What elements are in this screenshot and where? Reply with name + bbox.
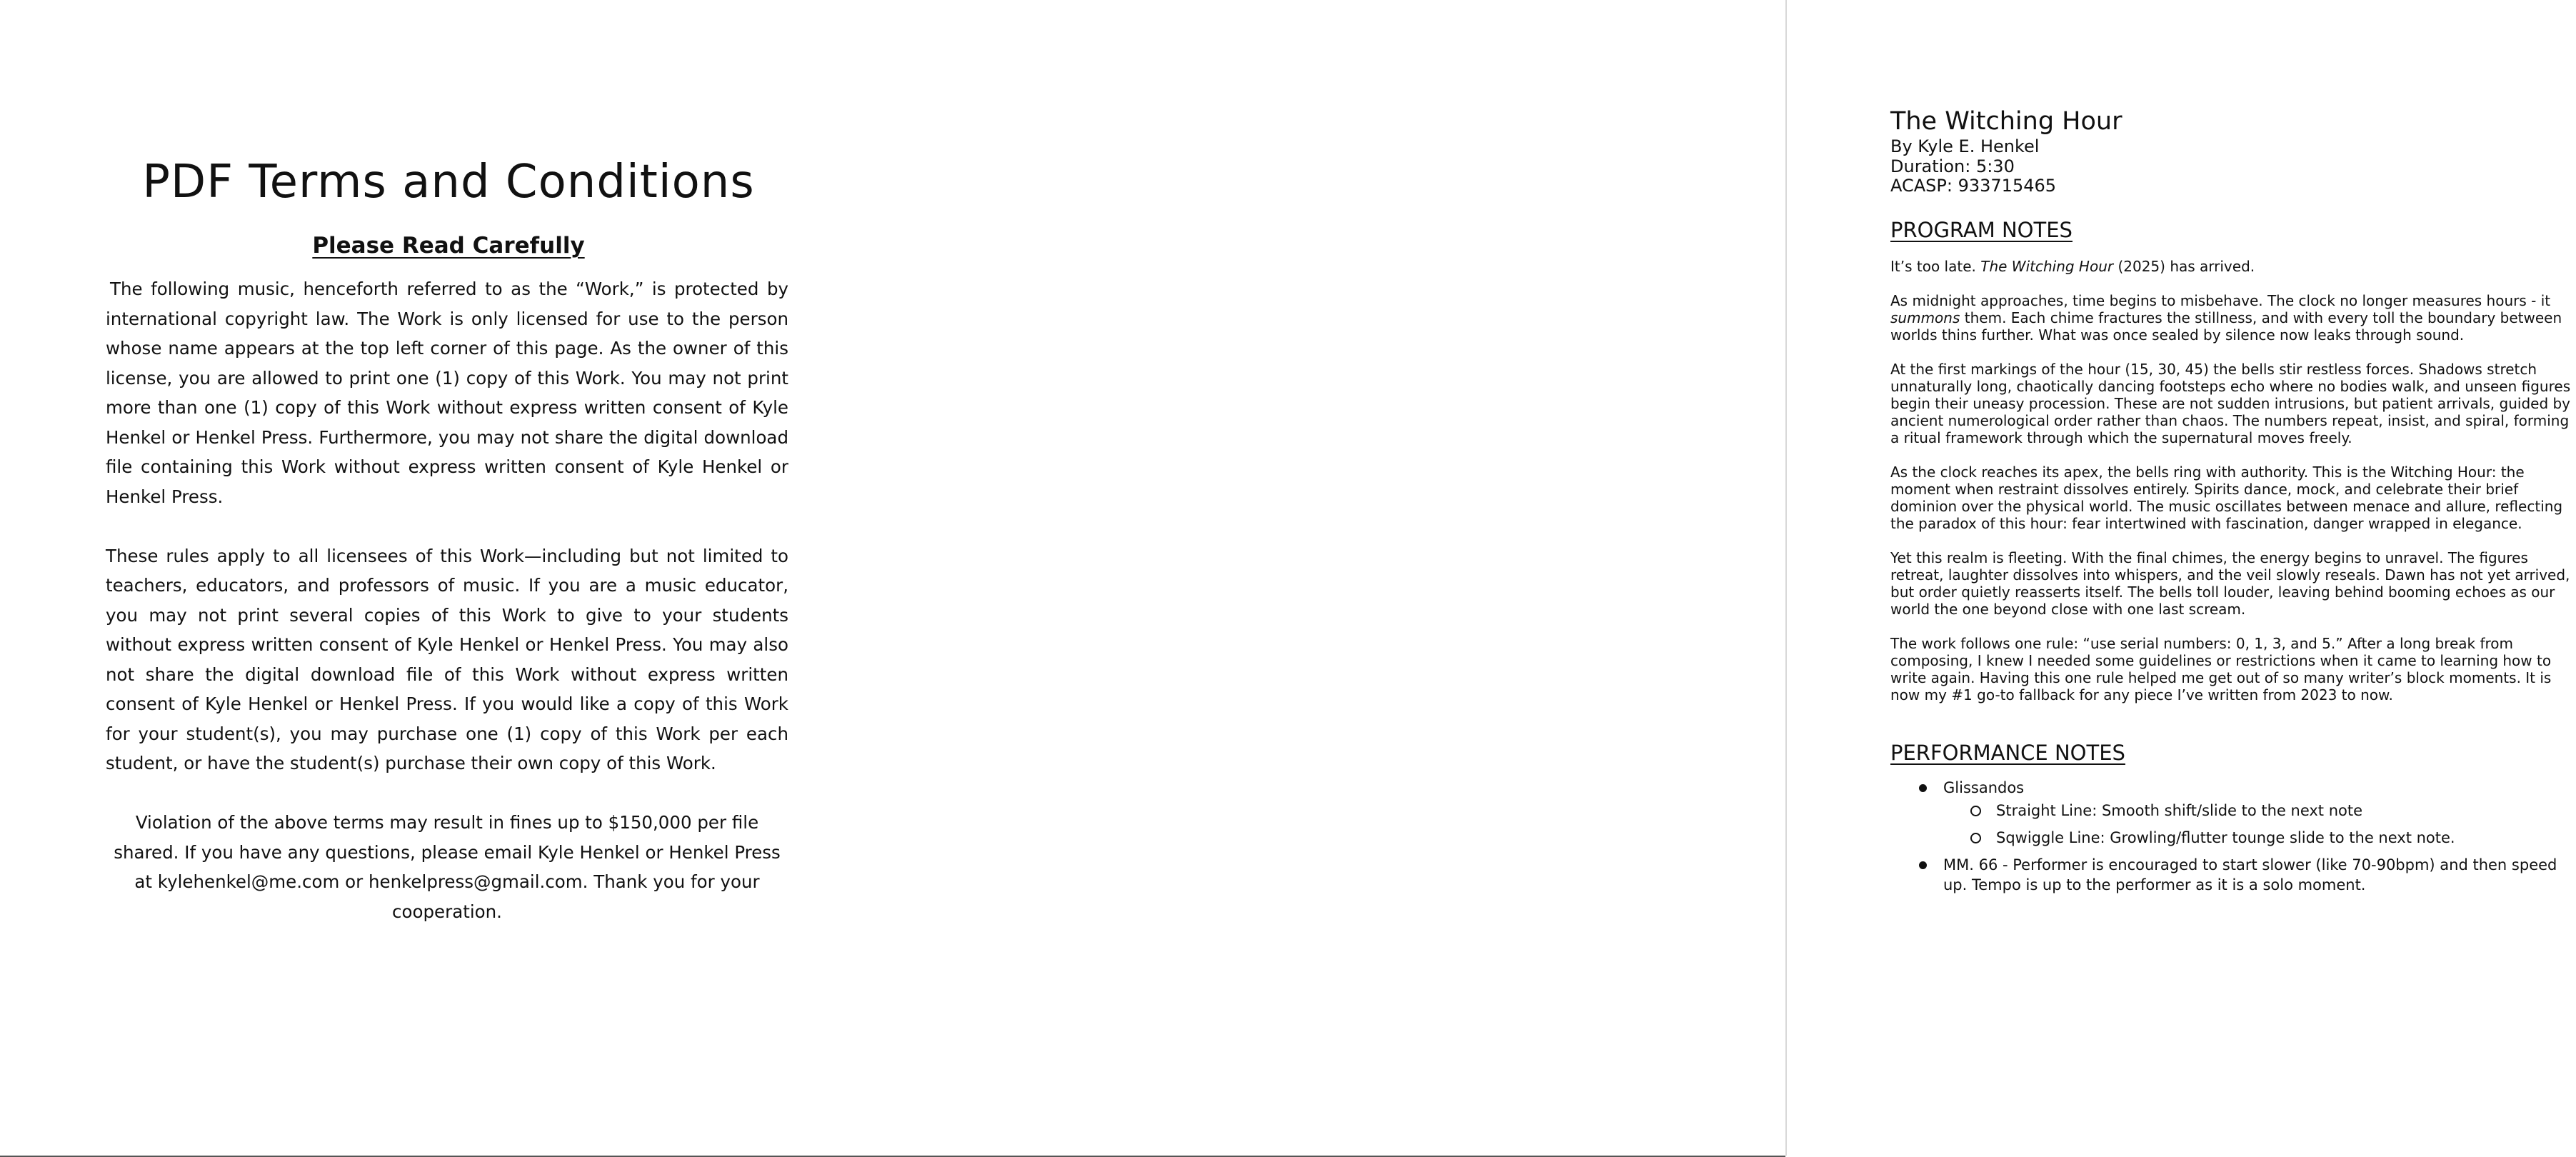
mm66-note: MM. 66 - Performer is encouraged to start slower (like 70-90bpm) and then speed up. Tempo is up to the performer as it is a solo moment. [1943,856,2557,893]
glissandos-sub-list [1943,801,2576,848]
program-note-midnight-tail: them. Each chime fractures the stillness, and with every toll the boundary between worlds thins further. What was once sealed by silence now leaks through sound. [1890,309,2562,344]
program-note-fleeting: Yet this realm is fleeting. With the final chimes, the energy begins to unravel. The figures retreat, laughter dissolves into whispers, and the veil slowly reseals. Dawn has not yet arrived, but order quietly reasserts itself. The bells toll louder, leaving behind booming echoes as our world the one beyond close with one last scream. [1890,549,2570,618]
program-notes [1890,258,2576,703]
bullet-icon [1919,784,1927,792]
list-item [1943,801,2576,821]
program-note-midnight [1890,292,2576,344]
hollow-bullet-icon [1970,833,1981,843]
program-note-markings: At the first markings of the hour (15, 30, 45) the bells stir restless forces. Shadows stretch unnaturally long, chaotically dancing footsteps echo where no bodies walk, and unseen figures begin their uneasy procession. These are not sudden intrusions, but patient arrivals, guided by ancient numerological order rather than chaos. The numbers repeat, insist, and spiral, forming a ritual framework through which the supernatural moves freely. [1890,360,2571,446]
glissandos-label: Glissandos [1943,778,2025,796]
program-note-apex: As the clock reaches its apex, the bells ring with authority. This is the Witching Hour: the moment when restraint dissolves entirely. Spirits dance, mock, and celebrate their brief dominion over the physical world. The music oscillates between menace and allure, reflecting the paradox of this hour: fear intertwined with fascination, danger wrapped in elegance. [1890,463,2563,532]
program-note-intro-text: It’s too late. [1890,257,1981,275]
terms-paragraph-license: The following music, henceforth referred to as the “Work,” is protected by international copyright law. The Work is only licensed for use to the person whose name appears at the top left corner of this page. As the owner of this license, you are allowed to print one (1) copy of this Work. You may not print more than one (1) copy of this Work without express written consent of Kyle Henkel or Henkel Press. Furthermore, you may not share the digital download file containing this Work without express written consent of Kyle Henkel or Henkel Press. [106,279,788,507]
terms-paragraph-licensees: These rules apply to all licensees of this Work—including but not limited to teachers, educators, and professors of music. If you are a music educator, you may not print several copies of this Work to give to your students without express written consent of Kyle Henkel or Henkel Press. You may also not share the digital download file of this Work without express written consent of Kyle Henkel or Henkel Press. If you would like a copy of this Work for your student(s), you may purchase one (1) copy of this Work per each student, or have the student(s) purchase their own copy of this Work. [106,545,788,773]
straight-line-note: Straight Line: Smooth shift/slide to the next note [1996,801,2363,819]
piece-acasp: ACASP: 933715465 [1890,176,2057,196]
performance-notes-list [1890,778,2576,895]
terms-paragraph-violation: Violation of the above terms may result in fines up to $150,000 per file shared. If you have any questions, please email Kyle Henkel or Henkel Press at kylehenkel@me.com or henkelpress@gmail.com. Thank you for your cooperation. [114,812,781,922]
program-column [1890,106,2576,901]
piece-author: By Kyle E. Henkel [1890,136,2040,156]
list-item [1890,778,2576,848]
terms-body [106,274,788,926]
bullet-icon [1919,861,1927,869]
performance-notes-heading: PERFORMANCE NOTES [1890,740,2125,765]
program-note-intro [1890,258,2576,275]
squiggle-line-note: Sqwiggle Line: Growling/flutter tounge slide to the next note. [1996,828,2455,846]
terms-subtitle: Please Read Carefully [312,233,585,259]
program-note-midnight-text: As midnight approaches, time begins to misbehave. The clock no longer measures hours - it [1890,291,2551,309]
program-note-midnight-emphasis: summons [1890,309,1960,326]
hollow-bullet-icon [1970,806,1981,816]
piece-title: The Witching Hour [1890,107,2123,136]
list-item [1890,855,2576,895]
list-item [1943,828,2576,848]
program-notes-heading: PROGRAM NOTES [1890,217,2073,242]
piece-duration: Duration: 5:30 [1890,156,2015,176]
program-note-intro-tail: (2025) has arrived. [2113,257,2255,275]
program-page [893,0,2571,1156]
terms-title: PDF Terms and Conditions [142,156,755,209]
program-note-rule: The work follows one rule: “use serial numbers: 0, 1, 3, and 5.” After a long break from composing, I knew I needed some guidelines or restrictions when it came to learning how to write again. Having this one rule helped me get out of so many writer’s block moments. It is now my #1 go-to fallback for any piece I’ve written from 2023 to now. [1890,634,2552,703]
program-note-intro-title: The Witching Hour [1980,257,2114,275]
terms-page [0,0,893,1156]
